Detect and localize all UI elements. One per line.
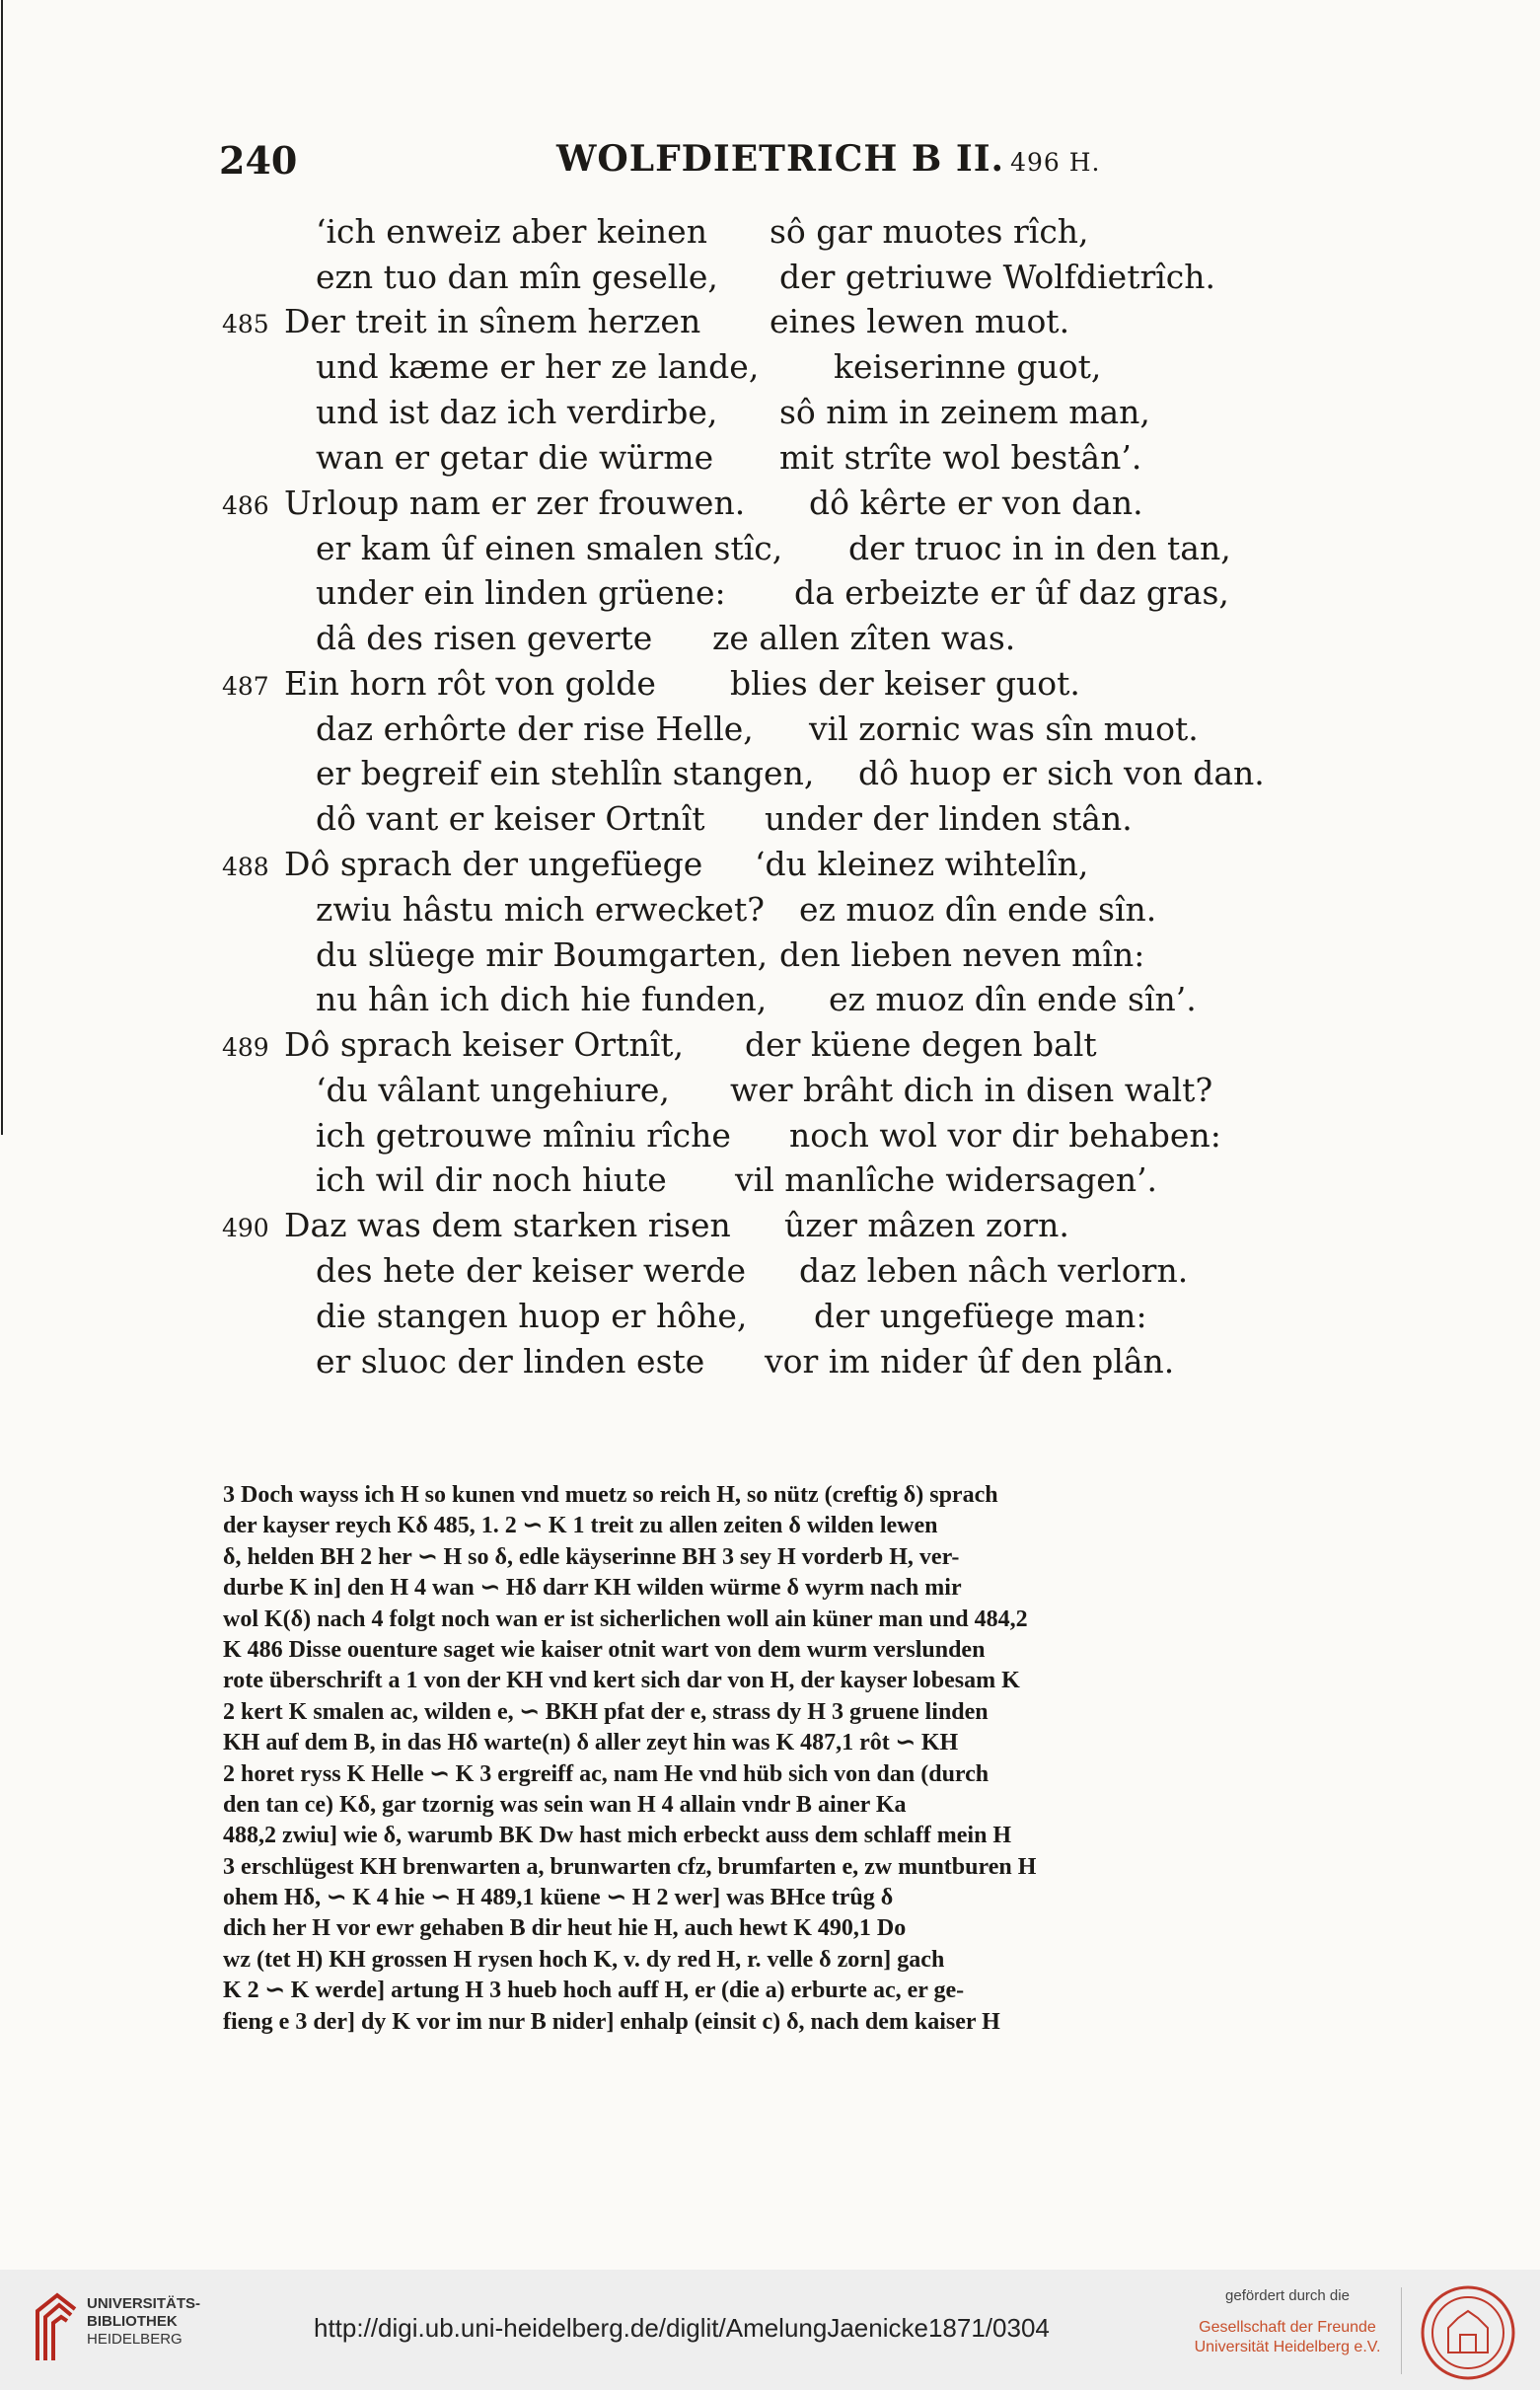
verse-first-half: die stangen huop er hôhe, [316,1297,748,1335]
apparatus-line: 3 Doch wayss ich H so kunen vnd muetz so reich H, so nütz (creftig δ) sprach [223,1482,998,1508]
library-name-line: BIBLIOTHEK [87,2313,178,2330]
library-name [87,2295,200,2349]
running-title [556,138,1101,180]
verse-line [0,1297,1540,1342]
apparatus-line: den tan ce) Kδ, gar tzornig was sein wan H 4 allain vndr B ainer Ka [223,1791,907,1818]
verse-line [0,1342,1540,1387]
verse-first-half: Ein horn rôt von golde [284,664,656,703]
verse-first-half: er sluoc der linden este [316,1342,705,1381]
apparatus-line: durbe K in] den H 4 wan ∽ Hδ darr KH wilden würme δ wyrm nach mir [223,1575,962,1602]
stanza-number: 486 [222,491,269,520]
apparatus-line: 2 kert K smalen ac, wilden e, ∽ BKH pfat der e, strass dy H 3 gruene linden [223,1698,989,1725]
verse-first-half: Daz was dem starken risen [284,1206,731,1244]
verse-line [0,212,1540,258]
page-number: 240 [219,138,298,183]
verse-second-half: vil manlîche widersagen’. [735,1160,1158,1199]
verse-line [0,484,1540,529]
verse-first-half: ezn tuo dan mîn geselle, [316,258,718,296]
verse-second-half: der küene degen balt [745,1025,1097,1064]
verse-second-half: wer brâht dich in disen walt? [730,1071,1213,1109]
apparatus-line: der kayser reych Kδ 485, 1. 2 ∽ K 1 treit zu allen zeiten δ wilden lewen [223,1513,938,1539]
verse-first-half: dâ des risen geverte [316,619,653,657]
verse-first-half: ‘ich enweiz aber keinen [316,212,707,251]
apparatus-line: 2 horet ryss K Helle ∽ K 3 ergreiff ac, nam He vnd hüb sich von dan (durch [223,1760,990,1787]
verse-line [0,529,1540,574]
verse-first-half: und ist daz ich verdirbe, [316,393,718,431]
verse-second-half: mit strîte wol bestân’. [779,438,1142,477]
apparatus-line: K 486 Disse ouenture saget wie kaiser otnit wart von dem wurm verslunden [223,1636,986,1663]
running-title-section: 496 H. [1010,148,1101,177]
apparatus-line: δ, helden BH 2 her ∽ H so δ, edle käyserinne BH 3 sey H vorderb H, ver- [223,1543,960,1570]
verse-second-half: vor im nider ûf den plân. [765,1342,1175,1381]
verse-second-half: ûzer mâzen zorn. [784,1206,1069,1244]
verse-line [0,1251,1540,1297]
apparatus-line: K 2 ∽ K werde] artung H 3 hueb hoch auff H, er (die a) erburte ac, er ge- [223,1978,965,2004]
verse-first-half: Dô sprach keiser Ortnît, [284,1025,685,1064]
apparatus-line: rote überschrift a 1 von der KH vnd kert sich dar von H, der kayser lobesam K [223,1668,1020,1694]
verse-second-half: da erbeizte er ûf daz gras, [794,573,1229,612]
library-name-line: UNIVERSITÄTS- [87,2295,201,2312]
verse-line [0,754,1540,799]
stanza-number: 487 [222,672,269,701]
verse-second-half: sô nim in zeinem man, [779,393,1150,431]
verse-line [0,1206,1540,1251]
verse-first-half: Dô sprach der ungefüege [284,845,703,883]
verse-second-half: dô kêrte er von dan. [809,484,1143,522]
stanza-number: 489 [222,1033,269,1062]
verse-line [0,573,1540,619]
verse-first-half: under ein linden grüene: [316,573,726,612]
apparatus-line: ohem Hδ, ∽ K 4 hie ∽ H 489,1 küene ∽ H 2 wer] was BHce trûg δ [223,1885,894,1911]
verse-first-half: des hete der keiser werde [316,1251,747,1290]
verse-line [0,980,1540,1025]
running-header [219,138,1383,197]
verse-first-half: ich wil dir noch hiute [316,1160,667,1199]
critical-apparatus [223,1480,1324,2038]
sponsor-line-2: Universität Heidelberg e.V. [1194,2339,1381,2355]
verse-first-half: Der treit in sînem herzen [284,302,701,340]
verse-line [0,1025,1540,1071]
verse-first-half: dô vant er keiser Ortnît [316,799,705,838]
verse-line [0,710,1540,755]
stanza-number: 490 [222,1214,269,1242]
verse-line [0,1160,1540,1206]
verse-second-half: ze allen zîten was. [712,619,1016,657]
verse-second-half: ez muoz dîn ende sîn. [799,890,1157,929]
digitization-footer [0,2270,1540,2390]
verse-line [0,393,1540,438]
verse-line [0,258,1540,303]
verse-second-half: der truoc in in den tan, [848,529,1231,567]
apparatus-line: wol K(δ) nach 4 folgt noch wan er ist sicherlichen woll ain küner man und 484,2 [223,1606,1028,1632]
verse-second-half: keiserinne guot, [834,347,1102,386]
verse-second-half: dô huop er sich von dan. [858,754,1265,792]
apparatus-line: 488,2 zwiu] wie δ, warumb BK Dw hast mich erbeckt auss dem schlaff mein H [223,1823,1012,1849]
verse-second-half: den lieben neven mîn: [779,935,1145,974]
stanza-number: 485 [222,310,269,338]
verse-first-half: daz erhôrte der rise Helle, [316,710,754,748]
verse-first-half: er begreif ein stehlîn stangen, [316,754,815,792]
apparatus-line: 3 erschlügest KH brenwarten a, brunwarten cfz, brumfarten e, zw muntburen H [223,1853,1037,1880]
verse-first-half: ‘du vâlant ungehiure, [316,1071,670,1109]
verse-second-half: der ungefüege man: [814,1297,1147,1335]
verse-first-half: nu hân ich dich hie funden, [316,980,768,1018]
verse-first-half: er kam ûf einen smalen stîc, [316,529,783,567]
apparatus-line: dich her H vor ewr gehaben B dir heut hie H, auch hewt K 490,1 Do [223,1915,907,1942]
apparatus-line: KH auf dem B, in das Hδ warte(n) δ aller zeyt hin was K 487,1 rôt ∽ KH [223,1730,959,1756]
verse-first-half: Urloup nam er zer frouwen. [284,484,746,522]
verse-line [0,619,1540,664]
sponsor-name [1184,2318,1391,2357]
sponsor-block [1184,2287,1391,2357]
verse-line [0,1071,1540,1116]
verse-second-half: ez muoz dîn ende sîn’. [829,980,1197,1018]
library-logo-icon [34,2291,79,2364]
verse-line [0,347,1540,393]
verse-line [0,664,1540,710]
verse-line [0,935,1540,981]
verse-first-half: ich getrouwe mîniu rîche [316,1116,731,1155]
verse-second-half: daz leben nâch verlorn. [799,1251,1189,1290]
apparatus-line: fieng e 3 der] dy K vor im nur B nider] enhalp (einsit c) δ, nach dem kaiser H [223,2008,1000,2035]
verse-first-half: zwiu hâstu mich erwecket? [316,890,765,929]
library-name-line: HEIDELBERG [87,2331,183,2348]
verse-first-half: du slüege mir Boumgarten, [316,935,769,974]
verse-line [0,799,1540,845]
footer-divider [1401,2287,1402,2374]
verse-second-half: vil zornic was sîn muot. [809,710,1199,748]
verse-second-half: under der linden stân. [765,799,1133,838]
verse-second-half: blies der keiser guot. [730,664,1080,703]
verse-second-half: eines lewen muot. [770,302,1070,340]
stanza-number: 488 [222,853,269,881]
verse-first-half: wan er getar die würme [316,438,714,477]
sponsor-line-1: Gesellschaft der Freunde [1199,2319,1376,2336]
apparatus-line: wz (tet H) KH grossen H rysen hoch K, v. dy red H, r. velle δ zorn] gach [223,1946,945,1973]
verse-second-half: der getriuwe Wolfdietrîch. [779,258,1216,296]
verse-line [0,302,1540,347]
verse-line [0,845,1540,890]
verse-line [0,438,1540,484]
verse-first-half: und kæme er her ze lande, [316,347,760,386]
university-seal-icon [1419,2283,1517,2382]
verse-line [0,890,1540,935]
verse-second-half: sô gar muotes rîch, [770,212,1089,251]
verse-second-half: noch wol vor dir behaben: [789,1116,1221,1155]
running-title-text: WOLFDIETRICH B II. [556,138,1005,180]
sponsor-by: gefördert durch die [1225,2287,1350,2304]
permalink[interactable]: http://digi.ub.uni-heidelberg.de/diglit/AmelungJaenicke1871/0304 [314,2313,1050,2343]
verse-second-half: ‘du kleinez wihtelîn, [755,845,1089,883]
verse-line [0,1116,1540,1161]
